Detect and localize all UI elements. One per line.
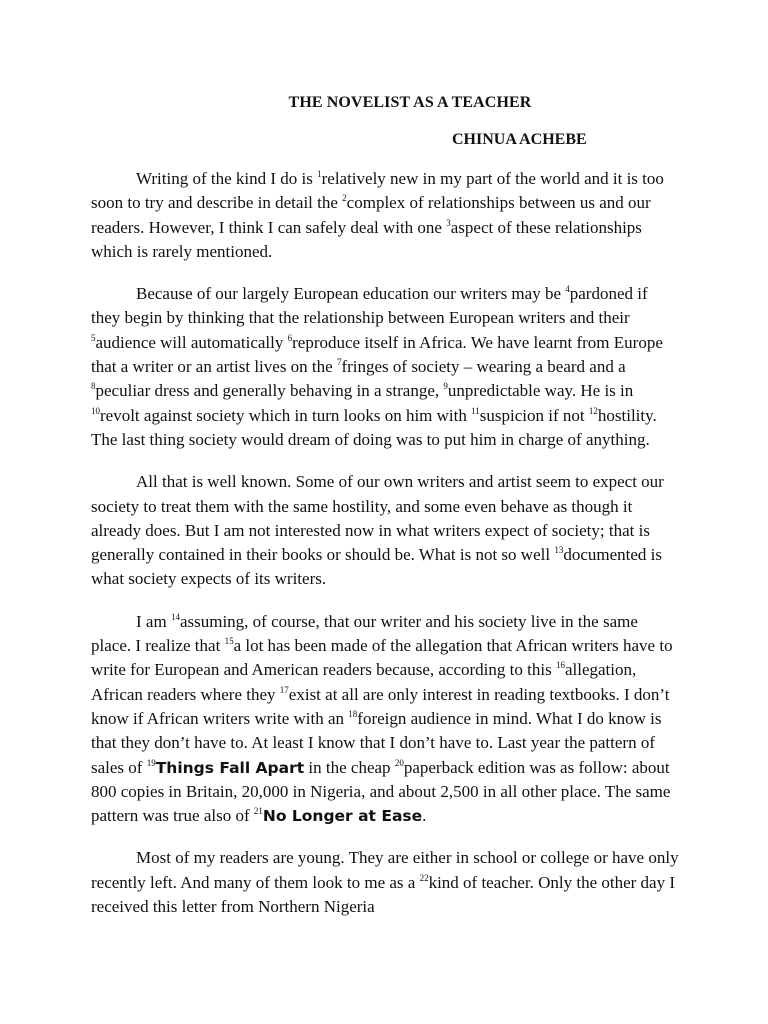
footnote-marker: 6 <box>287 332 293 343</box>
paragraph <box>91 167 681 264</box>
text-run: assuming, of course, that our writer and his society live in the same place. I realize that <box>91 611 638 656</box>
text-run: revolt against society which in turn looks on him with <box>100 405 472 425</box>
footnote-marker: 1 <box>317 169 322 179</box>
text-run: a lot has been made of the allegation that African writers have to write for European and American readers because, according to this <box>91 636 673 680</box>
book-title: No Longer at Ease <box>262 807 423 826</box>
footnote-marker: 22 <box>419 872 429 883</box>
footnote-marker: 12 <box>588 405 598 416</box>
footnote-marker: 16 <box>555 660 565 671</box>
footnote-marker: 4 <box>565 284 570 295</box>
footnote-marker: 15 <box>224 636 234 647</box>
document-title: THE NOVELIST AS A TEACHER <box>288 94 532 111</box>
footnote-marker: 2 <box>342 193 347 204</box>
text-run: All that is well known. Some of our own writers and artist seem to expect our society to treat them with the same hostility, and some even behave as though it already does. But I am not interested now in what writers expect of society; that is generally contained in their books or should be. What is not so well <box>91 472 664 565</box>
text-run: exist at all are only interest in reading textbooks. I don’t know if African writers write with an <box>91 684 670 728</box>
text-run: reproduce itself in Africa. We have learnt from Europe that a writer or an artist lives on the <box>91 332 663 377</box>
text-run: relatively new in my part of the world and it is too soon to try and describe in detail the <box>91 169 664 213</box>
footnote-marker: 20 <box>394 757 404 768</box>
text-run: Because of our largely European education our writers may be <box>136 284 566 304</box>
text-run: I am <box>136 611 171 631</box>
footnote-marker: 21 <box>253 806 263 817</box>
book-title: Things Fall Apart <box>155 758 305 777</box>
text-run: paperback edition was as follow: about 800 copies in Britain, 20,000 in Nigeria, and about 2,500 in all other place. The same pattern was true also of <box>91 757 671 826</box>
paragraph <box>91 610 681 829</box>
footnote-marker: 9 <box>443 381 448 392</box>
text-run: Most of my readers are young. They are either in school or college or have only recently left. And many of them look to me as a <box>91 848 679 892</box>
text-run: fringes of society – wearing a beard and a <box>341 357 626 377</box>
footnote-marker: 7 <box>336 357 342 368</box>
text-run: unpredictable way. He is in <box>447 381 634 401</box>
footnote-marker: 8 <box>91 381 96 392</box>
paragraph <box>91 282 681 452</box>
text-run: pardoned if they begin by thinking that the relationship between European writers and their <box>91 284 648 328</box>
text-run: complex of relationships between us and our readers. However, I think I can safely deal with one <box>91 193 651 237</box>
paragraph <box>91 846 681 919</box>
text-run: in the cheap <box>304 757 395 777</box>
text-run: Writing of the kind I do is <box>136 169 318 188</box>
footnote-marker: 10 <box>91 405 100 416</box>
text-run: documented is what society expects of its writers. <box>91 545 662 589</box>
text-run: hostility. The last thing society would dream of doing was to put him in charge of anything. <box>91 405 657 449</box>
footnote-marker: 18 <box>348 708 358 719</box>
text-run: kind of teacher. Only the other day I received this letter from Northern Nigeria <box>91 872 675 917</box>
footnote-marker: 3 <box>446 217 451 228</box>
footnote-marker: 13 <box>554 545 564 556</box>
text-run: suspicion if not <box>479 405 589 425</box>
footnote-marker: 14 <box>170 611 180 622</box>
text-run: audience will automatically <box>95 332 288 352</box>
paragraph <box>91 470 681 591</box>
author-name: CHINUA ACHEBE <box>452 131 587 148</box>
footnote-marker: 17 <box>279 684 289 695</box>
footnote-marker: 5 <box>91 332 96 343</box>
text-run: aspect of these relationships which is rarely mentioned. <box>91 217 642 261</box>
text-run: . <box>422 806 427 826</box>
footnote-marker: 19 <box>146 757 156 768</box>
footnote-marker: 11 <box>471 405 480 416</box>
text-run: allegation, African readers where they <box>91 660 637 704</box>
document-body <box>91 167 681 919</box>
text-run: foreign audience in mind. What I do know is that they don’t have to. At least I know that I don’t have to. Last year the pattern of sales of <box>91 708 662 777</box>
text-run: peculiar dress and generally behaving in a strange, <box>95 381 444 401</box>
